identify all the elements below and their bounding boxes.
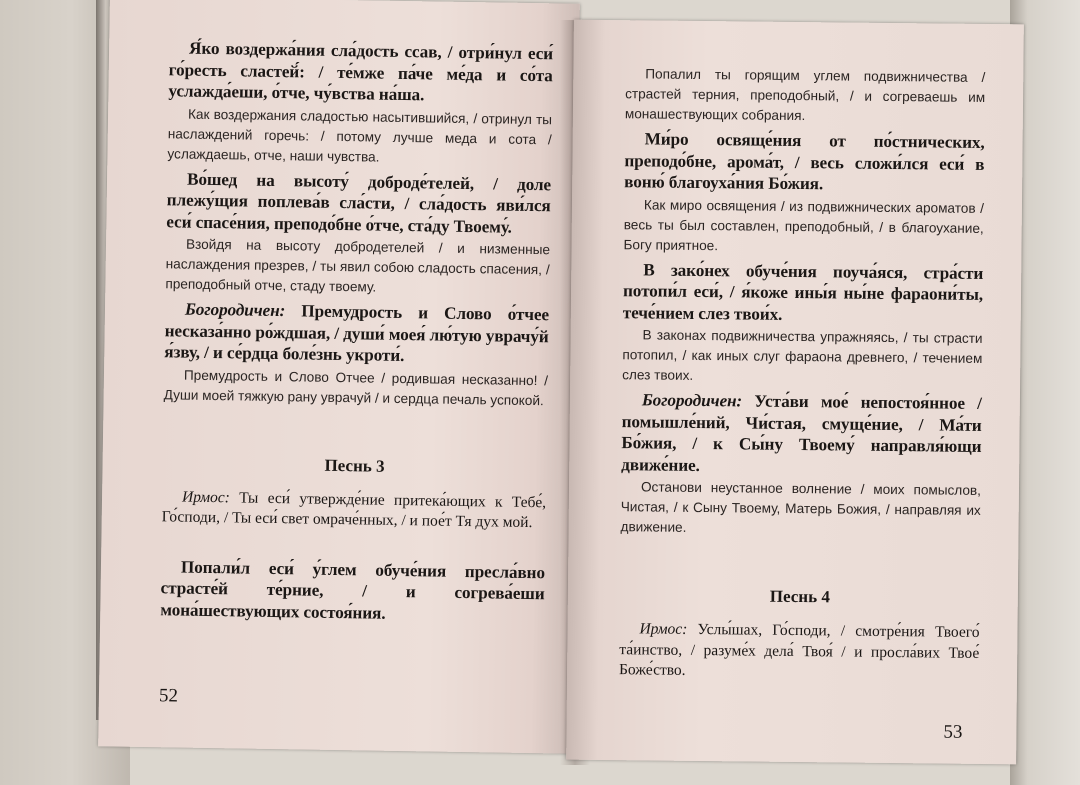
right-page — [566, 20, 1024, 765]
verse-translation: Как миро освящения / из подвижнических ароматов / весь ты был составлен, преподобный, / в благоухание, Богу приятное. — [623, 196, 985, 253]
irmos-label: Ирмос: — [181, 488, 231, 506]
theotokion-verse — [164, 298, 549, 369]
verse-translation: Останови неустанное волнение / моих помыслов, Чистая, / к Сыну Твоему, Матерь Божия, / направляя их движение. — [620, 479, 982, 535]
verse-translation: В законах подвижничества упражняясь, / ты страсти потопил, / как иных слуг фараона древнего, / течением слез твоих. — [622, 327, 983, 383]
verse-bold: В зако́нех обуче́ния поуча́яся, стра́сти потопи́л еси́, / я́коже ины́я ны́не фараони́ты, тече́нием слез твои́х. — [622, 259, 984, 324]
verse-translation: Взойдя на высоту добродетелей / и низменные наслаждения презрев, / ты явил собою сладость спасения, / преподобный отче, стаду твоему. — [165, 236, 551, 295]
verse-translation: Как воздержания сладостью насытившийся, / отринул ты наслаждений горечь: / потому лучше меда и сота / услаждаешь, отче, наши чувства. — [167, 106, 553, 165]
theotokion-label: Богородичен: — [641, 390, 743, 411]
irmos-text: Услы́шах, Го́споди, / смотре́ния Твоего́ та́инство, / разуме́х дела́ Твоя́ / и просла́вих Твое́ Боже́ство. — [618, 620, 980, 679]
verse-translation: Премудрость и Слово Отчее / родившая несказанно! / Души моей тяжкую рану уврачуй / и сердца печаль успокой. — [163, 367, 549, 408]
theotokion-text: Премудрость и Слово о́тчее несказа́нно ро́ждшая, / души́ моея́ лю́тую уврачу́й я́зву, / и се́рдца боле́знь укроти́. — [164, 301, 550, 366]
theotokion-verse — [621, 389, 982, 479]
section-heading: Песнь 3 — [324, 455, 385, 476]
irmos-text: Ты еси́ утвержде́ние притека́ющих к Тебе́, Го́споди, / Ты еси́ свет омраче́нных, / и пое́т Тя дух мой. — [161, 488, 547, 532]
verse-bold: Попали́л еси́ у́глем обуче́ния пресла́вно страсте́й те́рние, / и согрева́еши мона́шествующих состоя́ния. — [160, 557, 546, 623]
page-number: 53 — [943, 721, 963, 743]
page-number: 52 — [158, 685, 179, 707]
irmos — [162, 487, 547, 534]
verse-bold: Ми́ро освяще́ния от по́стнических, преподо́бне, арома́т, / весь сложи́лся еси́ в воню́ благоуха́ния Бо́жия. — [624, 129, 985, 194]
section-heading: Песнь 4 — [769, 586, 830, 607]
irmos — [619, 619, 980, 684]
irmos-label: Ирмос: — [639, 620, 688, 638]
theotokion-text: Уста́ви мое́ непостоя́нное / помышле́ний, Чи́стая, смуще́ние, / Ма́ти Бо́жия, / к Сы́ну Твоему́ направля́ющи движе́ние. — [621, 391, 983, 475]
left-page — [98, 0, 580, 754]
verse-translation: Попалил ты горящим углем подвижничества / страстей терния, преподобный, / и согреваешь им монашествующих собрания. — [624, 66, 986, 124]
verse-bold: Я́ко воздержа́ния сла́дость ссав, / отри́нул еси́ го́ресть сластей́: / те́мже па́че ме́да и со́та услажда́еши, о́тче, чу́вства на́ша. — [168, 38, 554, 105]
verse-bold: Во́шед на высоту́ доброде́телей, / доле плежу́щия поплева́в сла́сти, / сла́дость яви́лся еси́ спасе́ния, преподо́бне о́тче, ста́ду Твоему́. — [166, 169, 552, 237]
theotokion-label: Богородичен: — [184, 299, 286, 321]
